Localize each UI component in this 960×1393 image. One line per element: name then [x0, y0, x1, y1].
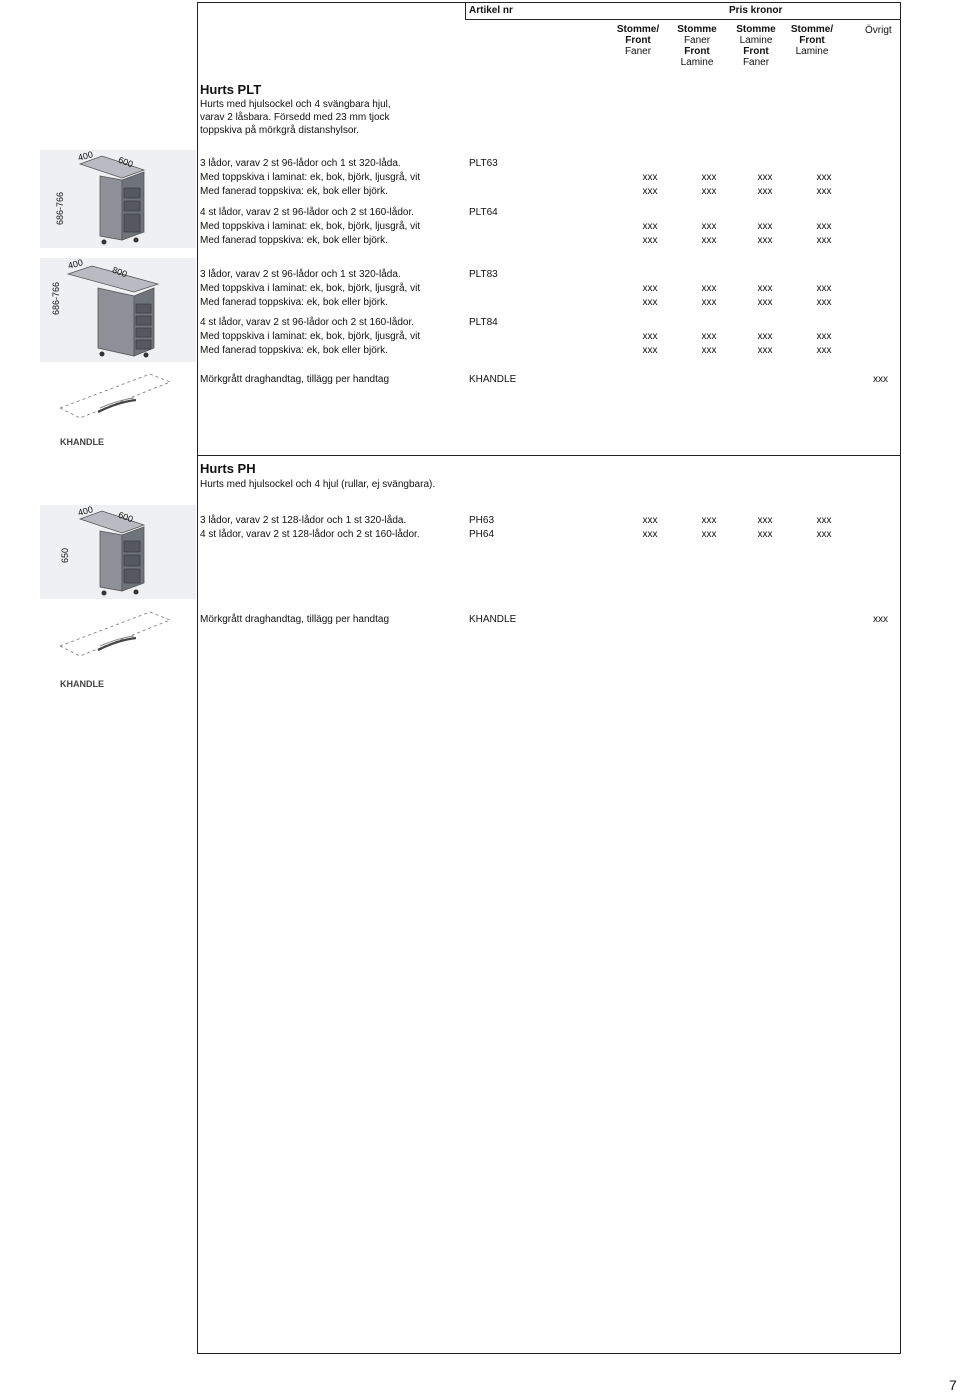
price-cell: xxx: [701, 297, 717, 308]
plt-title: Hurts PLT: [200, 82, 262, 97]
price-cell: xxx: [701, 235, 717, 246]
plt63-art: PLT63: [469, 158, 498, 169]
price-cell: xxx: [816, 515, 832, 526]
price-cell: xxx: [701, 515, 717, 526]
price-cell: xxx: [642, 172, 658, 183]
plt-desc-line-3: toppskiva på mörkgrå distanshylsor.: [200, 125, 359, 136]
plt64-desc: 4 st lådor, varav 2 st 96-lådor och 2 st 160-lådor.: [200, 207, 415, 218]
plt-600-image: [40, 150, 196, 248]
ovrigt-heading: Övrigt: [865, 25, 892, 36]
plt63-row1-label: Med toppskiva i laminat: ek, bok, björk, ljusgrå, vit: [200, 172, 421, 183]
handle-image: [40, 368, 196, 452]
price-cell: xxx: [701, 172, 717, 183]
price-cell: xxx: [757, 221, 773, 232]
plt83-desc: 3 lådor, varav 2 st 96-lådor och 1 st 320-låda.: [200, 269, 401, 280]
price-cell: xxx: [642, 297, 658, 308]
header-rule: [465, 19, 901, 20]
handle-image-label: KHANDLE: [60, 679, 104, 689]
price-cell: xxx: [642, 283, 658, 294]
dim-depth: 800: [110, 264, 129, 280]
plt83-row1-label: Med toppskiva i laminat: ek, bok, björk, ljusgrå, vit: [200, 283, 421, 294]
price-cell: xxx: [642, 331, 658, 342]
handle-image-label: KHANDLE: [60, 437, 104, 447]
plt84-row2-label: Med fanerad toppskiva: ek, bok eller björk.: [200, 345, 388, 356]
plt84-row1-label: Med toppskiva i laminat: ek, bok, björk, ljusgrå, vit: [200, 331, 421, 342]
plt64-row2-label: Med fanerad toppskiva: ek, bok eller björk.: [200, 235, 388, 246]
price-cell: xxx: [701, 331, 717, 342]
price-cell: xxx: [816, 235, 832, 246]
price-cell: xxx: [701, 186, 717, 197]
ph63-art: PH63: [469, 515, 495, 526]
plt83-row2-label: Med fanerad toppskiva: ek, bok eller björk.: [200, 297, 388, 308]
artikel-divider: [465, 2, 466, 19]
plt64-row1-label: Med toppskiva i laminat: ek, bok, björk, ljusgrå, vit: [200, 221, 421, 232]
price-cell: xxx: [816, 529, 832, 540]
price-cell: xxx: [757, 297, 773, 308]
price-cell: xxx: [757, 529, 773, 540]
price-cell: xxx: [701, 283, 717, 294]
artikel-nr-heading: Artikel nr: [469, 5, 513, 16]
price-cell: xxx: [757, 235, 773, 246]
ph64-art: PH64: [469, 529, 495, 540]
plt83-art: PLT83: [469, 269, 498, 280]
price-cell: xxx: [816, 283, 832, 294]
dim-width: 400: [66, 257, 84, 271]
price-cell: xxx: [701, 345, 717, 356]
price-cell: xxx: [701, 221, 717, 232]
price-cell: xxx: [642, 515, 658, 526]
plt-desc-line-1: Hurts med hjulsockel och 4 svängbara hjul,: [200, 99, 391, 110]
dim-width: 400: [76, 149, 94, 163]
dim-depth: 600: [116, 154, 135, 170]
ph63-desc: 3 lådor, varav 2 st 128-lådor och 1 st 320-låda.: [200, 515, 407, 526]
ph-handle-ovrigt: xxx: [873, 614, 888, 625]
dim-height: 650: [60, 547, 71, 564]
price-cell: xxx: [757, 283, 773, 294]
price-cell: xxx: [642, 235, 658, 246]
handle-image: [40, 606, 196, 690]
price-cell: xxx: [816, 186, 832, 197]
dim-height: 686-766: [51, 281, 62, 316]
col-head-3: Stomme Lamine Front Faner: [736, 24, 776, 68]
page-frame: [197, 2, 901, 1354]
dim-depth: 600: [116, 509, 135, 525]
page-number: 7: [949, 1377, 957, 1393]
price-cell: xxx: [642, 186, 658, 197]
ph-handle-art: KHANDLE: [469, 614, 517, 625]
plt-handle-art: KHANDLE: [469, 374, 517, 385]
price-cell: xxx: [816, 172, 832, 183]
price-cell: xxx: [816, 221, 832, 232]
plt84-desc: 4 st lådor, varav 2 st 96-lådor och 2 st 160-lådor.: [200, 317, 415, 328]
dim-width: 400: [76, 504, 94, 518]
price-cell: xxx: [757, 186, 773, 197]
price-cell: xxx: [757, 172, 773, 183]
price-cell: xxx: [701, 529, 717, 540]
plt84-art: PLT84: [469, 317, 498, 328]
pris-kronor-heading: Pris kronor: [729, 5, 783, 16]
col-head-4: Stomme/ Front Lamine: [790, 24, 834, 57]
ph-image: [40, 505, 196, 599]
price-cell: xxx: [816, 331, 832, 342]
price-cell: xxx: [642, 345, 658, 356]
section-divider: [197, 455, 901, 456]
plt-handle-desc: Mörkgrått draghandtag, tillägg per handtag: [200, 374, 390, 385]
price-cell: xxx: [642, 529, 658, 540]
ph-title: Hurts PH: [200, 461, 256, 476]
ph-desc: Hurts med hjulsockel och 4 hjul (rullar, ej svängbara).: [200, 479, 436, 490]
price-cell: xxx: [757, 345, 773, 356]
plt-desc-line-2: varav 2 låsbara. Försedd med 23 mm tjock: [200, 112, 390, 123]
price-cell: xxx: [816, 297, 832, 308]
price-cell: xxx: [757, 331, 773, 342]
col-head-2: Stomme Faner Front Lamine: [677, 24, 717, 68]
col-head-1: Stomme/ Front Faner: [616, 24, 660, 57]
ph-handle-desc: Mörkgrått draghandtag, tillägg per handtag: [200, 614, 390, 625]
plt-800-image: [40, 258, 196, 362]
price-cell: xxx: [642, 221, 658, 232]
dim-height: 686-766: [55, 191, 66, 226]
plt-handle-ovrigt: xxx: [873, 374, 888, 385]
plt64-art: PLT64: [469, 207, 498, 218]
plt63-desc: 3 lådor, varav 2 st 96-lådor och 1 st 320-låda.: [200, 158, 401, 169]
ph64-desc: 4 st lådor, varav 2 st 128-lådor och 2 st 160-lådor.: [200, 529, 420, 540]
price-cell: xxx: [816, 345, 832, 356]
plt63-row2-label: Med fanerad toppskiva: ek, bok eller björk.: [200, 186, 388, 197]
price-cell: xxx: [757, 515, 773, 526]
